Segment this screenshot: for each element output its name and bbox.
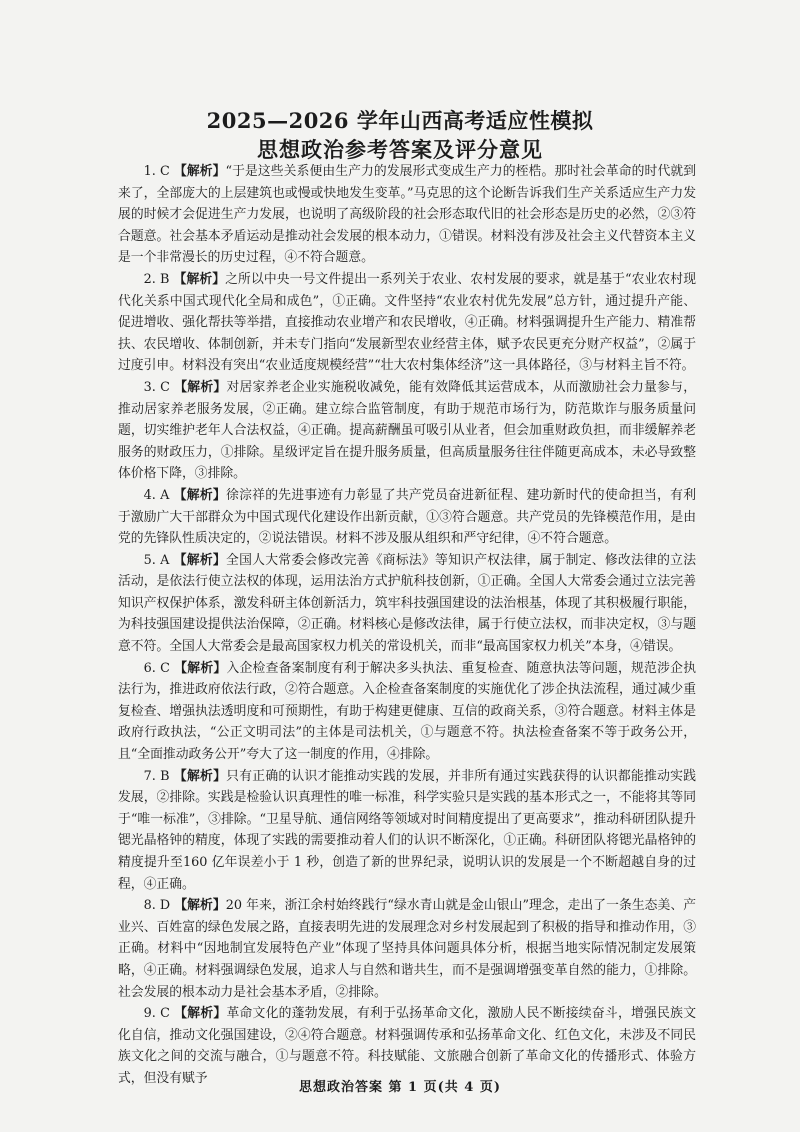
answer-text: 徐淙祥的先进事迹有力彰显了共产党员奋进新征程、建功新时代的使命担当，有利于激励广大干部群众为中国式现代化建设作出新贡献，①③符合题意。共产党员的先锋模范作用，是由党的先锋队性质决定的，②说法错误。材料不涉及服从组织和严守纪律，④不符合题意。	[118, 487, 697, 547]
answer-number: 1. C	[143, 164, 170, 179]
answer-text: 全国人大常委会修改完善《商标法》等知识产权法律，属于制定、修改法律的立法活动，是依法行使立法权的体现，运用法治方式护航科技创新，①正确。全国人大常委会通过立法完善知识产权保护体系，激发科研主体创新活力，筑牢科技强国建设的法治根基，体现了其积极履行职能，为科技强国建设提供法治保障，②正确。材料核心是修改法律，属于行使立法权，而非决定权，③与题意不符。全国人大常委会是最高国家权力机关的常设机关，而非“最高国家权力机关”本身，④错误。	[118, 552, 697, 655]
answer-item-2	[118, 269, 696, 377]
answer-item-6	[118, 658, 696, 766]
analysis-tag: 【解析】	[174, 1006, 227, 1022]
analysis-tag: 【解析】	[173, 164, 226, 179]
answer-number: 8. D	[143, 898, 171, 914]
answer-number: 2. B	[143, 271, 170, 287]
answer-number: 6. C	[143, 660, 170, 676]
analysis-tag: 【解析】	[173, 487, 226, 503]
answer-item-1	[118, 161, 696, 269]
analysis-tag: 【解析】	[173, 768, 227, 784]
answer-text: 只有正确的认识才能推动实践的发展，并非所有通过实践获得的认识都能推动实践发展，②排除。实践是检验认识真理性的唯一标准，科学实验只是实践的基本形式之一，不能将其等同于“唯一标准”，③排除。“卫星导航、通信网络等领域对时间精度提出了更高要求”，推动科研团队提升锶光晶格钟的精度，体现了实践的需要推动着人们的认识不断深化，①正确。科研团队将锶光晶格钟的精度提升至160 亿年误差小于 1 秒，创造了新的世界纪录，说明认识的发展是一个不断超越自身的过程，④正确。	[118, 768, 697, 892]
analysis-tag: 【解析】	[173, 552, 226, 568]
answer-text: “于是这些关系便由生产力的发展形式变成生产力的桎梏。那时社会革命的时代就到来了，全部庞大的上层建筑也或慢或快地发生变革。”马克思的这个论断告诉我们生产关系适应生产力发展的时候才会促进生产力发展，也说明了高级阶段的社会形态取代旧的社会形态是历史的必然，②③符合题意。社会基本矛盾运动是推动社会发展的根本动力，①错误。材料没有涉及社会主义代替资本主义是一个非常漫长的历史过程，④不符合题意。	[118, 164, 697, 266]
title-block	[0, 108, 800, 164]
answer-text: 20 年来，浙江余村始终践行“绿水青山就是金山银山”理念，走出了一条生态美、产业兴、百姓富的绿色发展之路，直接表明先进的发展理念对乡村发展起到了积极的指导和推动作用，③正确。材料中“因地制宜发展特色产业”体现了坚持具体问题具体分析，根据当地实际情况制定发展策略，④正确。材料强调绿色发展，追求人与自然和谐共生，而不是强调增强变革自然的能力，①排除。社会发展的根本动力是社会基本矛盾，②排除。	[118, 898, 697, 1000]
answer-text: 对居家养老企业实施税收减免，能有效降低其运营成本，从而激励社会力量参与，推动居家养老服务发展，②正确。建立综合监管制度，有助于规范市场行为，防范欺诈与服务质量问题，切实维护老年人合法权益，④正确。提高薪酬虽可吸引从业者，但会加重财政负担，而非缓解养老服务的财政压力，①排除。星级评定旨在提升服务质量，但高质量服务往往伴随更高成本，未必导致整体价格下降，③排除。	[118, 379, 696, 482]
answer-text: 之所以中央一号文件提出一系列关于农业、农村发展的要求，就是基于“农业农村现代化关系中国式现代化全局和成色”，①正确。文件坚持“农业农村优先发展”总方针，通过提升产能、促进增收、强化帮扶等举措，直接推动农业增产和农民增收，④正确。材料强调提升生产能力、精准帮扶、农民增收、体制创新，并未专门指向“发展新型农业经营主体，赋予农民更充分财产权益”，②属于过度引申。材料没有突出“农业适度规模经营”“壮大农村集体经济”这一具体路径，③与材料主旨不符。	[118, 271, 697, 374]
answer-list	[118, 161, 696, 1090]
answer-number: 3. C	[143, 379, 170, 395]
answer-number: 7. B	[143, 768, 170, 784]
answer-number: 9. C	[143, 1006, 170, 1022]
analysis-tag: 【解析】	[173, 271, 226, 287]
analysis-tag: 【解析】	[174, 898, 226, 914]
answer-item-5	[118, 550, 696, 658]
exam-title: 2025—2026 学年山西高考适应性模拟	[206, 108, 594, 133]
answer-number: 4. A	[143, 487, 170, 503]
page-footer: 思想政治答案 第 1 页(共 4 页)	[298, 1080, 502, 1095]
document-subtitle: 思想政治参考答案及评分意见	[257, 137, 543, 162]
answer-item-4	[118, 485, 696, 550]
analysis-tag: 【解析】	[174, 660, 227, 676]
answer-item-8	[118, 895, 696, 1003]
answer-item-3	[118, 377, 696, 485]
answer-text: 革命文化的蓬勃发展，有利于弘扬革命文化，激励人民不断接续奋斗，增强民族文化自信，推动文化强国建设，②④符合题意。材料强调传承和弘扬革命文化、红色文化，未涉及不同民族文化之间的交流与融合，①与题意不符。科技赋能、文旅融合创新了革命文化的传播形式、体验方式，但没有赋予	[118, 1006, 696, 1086]
answer-number: 5. A	[143, 552, 170, 568]
answer-item-7	[118, 766, 696, 896]
analysis-tag: 【解析】	[174, 379, 227, 395]
answer-text: 入企检查备案制度有利于解决多头执法、重复检查、随意执法等问题，规范涉企执法行为，推进政府依法行政，②符合题意。入企检查备案制度的实施优化了涉企执法流程，通过减少重复检查、增强执法透明度和可预期性，有助于构建更健康、互信的政商关系，③符合题意。材料主体是政府行政执法，“公正文明司法”的主体是司法机关，①与题意不符。执法检查备案不等于政务公开，且“全面推动政务公开”夸大了这一制度的作用，④排除。	[118, 660, 696, 763]
